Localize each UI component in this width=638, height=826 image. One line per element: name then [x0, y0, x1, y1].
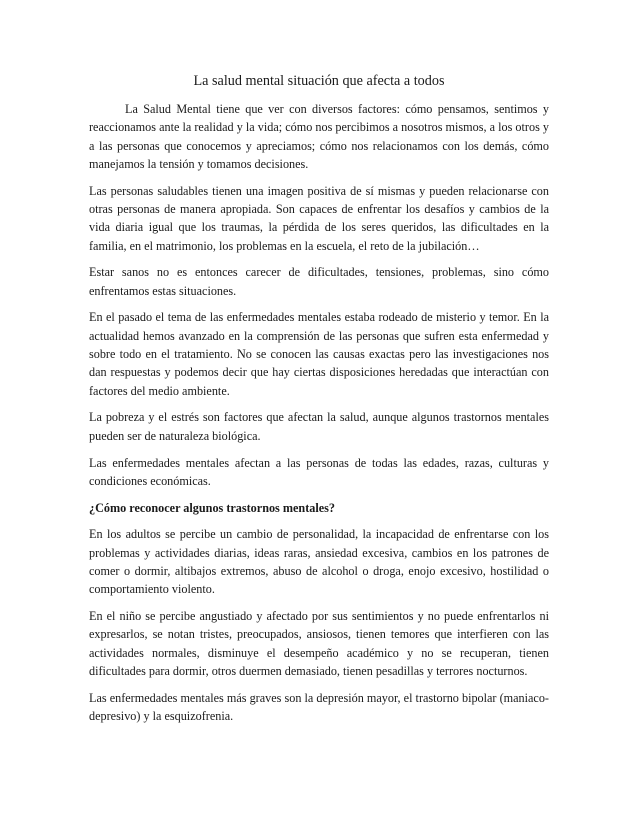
document-page — [89, 72, 549, 734]
paragraph-adults: En los adultos se percibe un cambio de personalidad, la incapacidad de enfrentarse con los problemas y actividades diarias, ideas raras, ansiedad excesiva, cambios en los patrones de comer o dormir, altibajos extremos, abuso de alcohol o droga, enojo excesivo, hostilidad o comportamiento violento. — [89, 527, 549, 597]
paragraph-healthy-people: Las personas saludables tienen una imagen positiva de sí mismas y pueden relacionarse con otras personas de manera apropiada. Son capaces de enfrentar los desafíos y cambios de la vida diaria igual que los traumas, la pérdida de los seres queridos, las dificultades en la familia, en el matrimonio, los problemas en la escuela, el reto de la jubilación… — [89, 183, 549, 253]
section-heading: ¿Cómo reconocer algunos trastornos mentales? — [89, 500, 335, 515]
paragraph-past: En el pasado el tema de las enfermedades mentales estaba rodeado de misterio y temor. En la actualidad hemos avanzado en la comprensión de las personas que sufren esta enfermedad y sobre todo en el tratamiento. No se conocen las causas exactas pero las investigaciones nos dan respuestas y podemos decir que hay ciertas disposiciones heredadas que interactúan con factores del medio ambiente. — [89, 310, 549, 398]
paragraph-being-healthy: Estar sanos no es entonces carecer de dificultades, tensiones, problemas, sino cómo enfrentamos estas situaciones. — [89, 265, 549, 298]
paragraph-poverty-stress: La pobreza y el estrés son factores que afectan la salud, aunque algunos trastornos mentales pueden ser de naturaleza biológica. — [89, 410, 549, 443]
paragraph-serious-illnesses: Las enfermedades mentales más graves son la depresión mayor, el trastorno bipolar (maniaco-depresivo) y la esquizofrenia. — [89, 690, 549, 724]
paragraph-children: En el niño se percibe angustiado y afectado por sus sentimientos y no puede enfrentarlos ni expresarlos, se notan tristes, preocupados, ansiosos, tienen temores que interfieren con las actividades normales, disminuye el desempeño académico y no se recuperan, tienen dificultades para dormir, otros duermen demasiado, tienen pesadillas y terrores nocturnos. — [89, 609, 549, 679]
paragraph-intro: La Salud Mental tiene que ver con diversos factores: cómo pensamos, sentimos y reaccionamos ante la realidad y la vida; cómo nos percibimos a nosotros mismos, a los otros y a las personas que conocemos y apreciamos; cómo nos relacionamos con los demás, cómo manejamos la tensión y tomamos decisiones. — [89, 102, 549, 171]
paragraph-affects-all: Las enfermedades mentales afectan a las personas de todas las edades, razas, culturas y condiciones económicas. — [89, 455, 549, 488]
document-title: La salud mental situación que afecta a todos — [193, 73, 445, 89]
